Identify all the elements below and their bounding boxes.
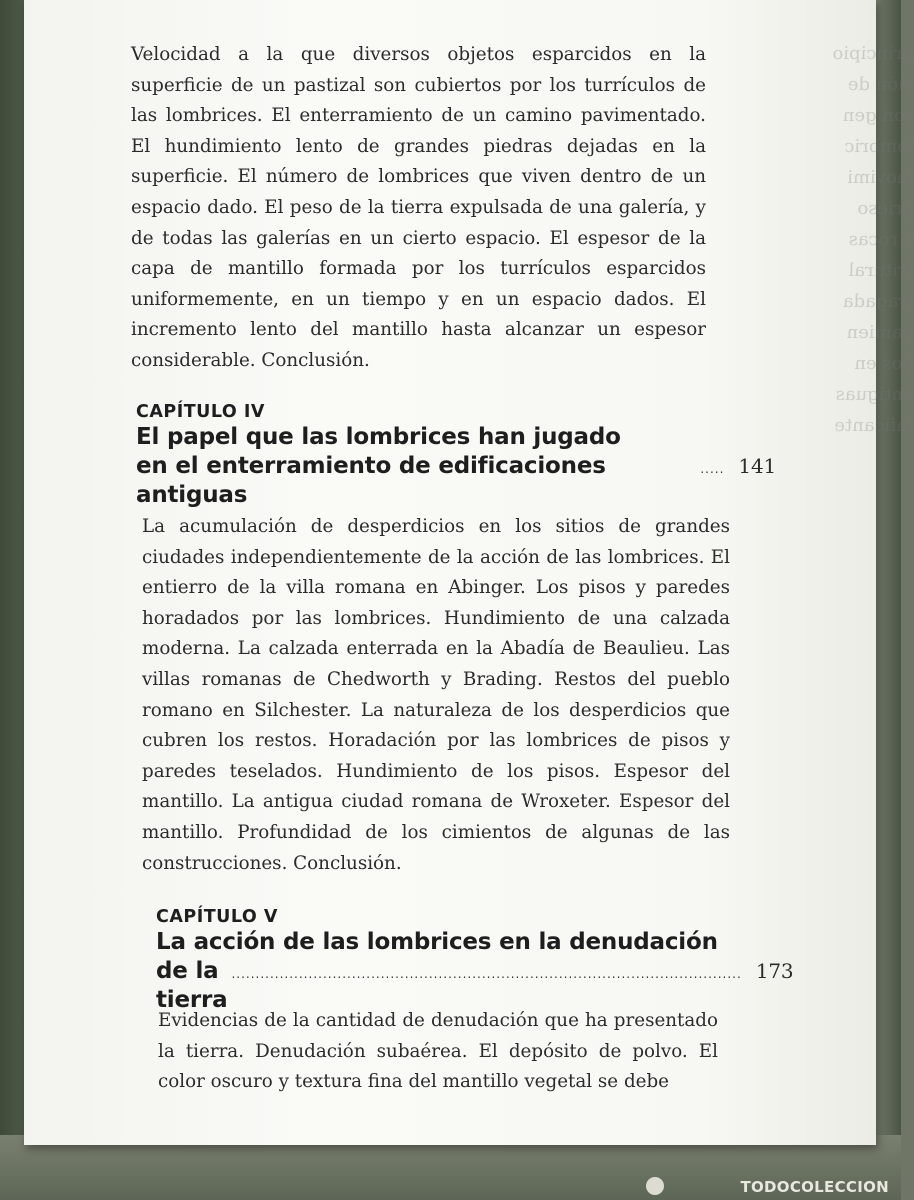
show-through-text: principio ción de son gen lombric movimi grieso y rocas tritural tragada namien dos en antiguas inficante (832, 43, 914, 436)
chapter-4-title-line-2: en el enterramiento de edificaciones antiguas (136, 453, 606, 508)
chapter-4-page-number: 141 (738, 454, 776, 478)
watermark: TODOCOLECCION (740, 1178, 889, 1196)
chapter-4-label: CAPÍTULO IV (136, 402, 265, 422)
chapter-5-title-line-1: La acción de las lombrices en la denudación (156, 929, 718, 955)
chapter-5-entry[interactable] (156, 906, 794, 1015)
chapter-5-label: CAPÍTULO V (156, 907, 278, 927)
paragraph-3: Evidencias de la cantidad de denudación que ha presentado la tierra. Denudación subaérea. El depósito de polvo. El color oscuro y textura fina del mantillo vegetal se debe (158, 1010, 718, 1093)
paragraph-2: La acumulación de desperdicios en los sitios de grandes ciudades independientemente de la acción de las lombrices. El entierro de la villa romana en Abinger. Los pisos y paredes horadados por las lombrices. Hundimiento de una calzada moderna. La calzada enterrada en la Abadía de Beaulieu. Las villas romanas de Chedworth y Brading. Restos del pueblo romano en Silchester. La naturaleza de los desperdicios que cubren los restos. Horadación por las lombrices de pisos y paredes teselados. Hundimiento de los pisos. Espesor del mantillo. La antigua ciudad romana de Wroxeter. Espesor del mantillo. Profundidad de los cimientos de algunas de las construcciones. Conclusión. (142, 516, 730, 874)
chapter-5-page-number: 173 (755, 959, 794, 983)
paragraph-1: Velocidad a la que diversos objetos esparcidos en la superficie de un pastizal son cubiertos por los turrículos de las lombrices. El enterramiento de un camino pavimentado. El hundimiento lento de grandes piedras dejadas en la superficie. El número de lombrices que viven dentro de un espacio dado. El peso de la tierra expulsada de una galería, y de todas las galerías en un cierto espacio. El espesor de la capa de mantillo formada por los turrículos esparcidos uniformemente, en un tiempo y en un espacio dados. El incremento lento del mantillo hasta alcanzar un espesor considerable. Conclusión. (131, 44, 706, 371)
book-page (24, 0, 914, 1145)
chapter-5-title-line-2: de la tierra (156, 958, 228, 1013)
watermark-logo-icon (646, 1177, 664, 1195)
chapter-4-entry[interactable] (136, 401, 776, 510)
chapter-4-title-line-1: El papel que las lombrices han jugado (136, 424, 621, 450)
leader-dots: .......................................................................................................... (231, 967, 742, 981)
leader-dots: ..... (700, 462, 725, 476)
chapter-4-title-row (136, 452, 776, 510)
